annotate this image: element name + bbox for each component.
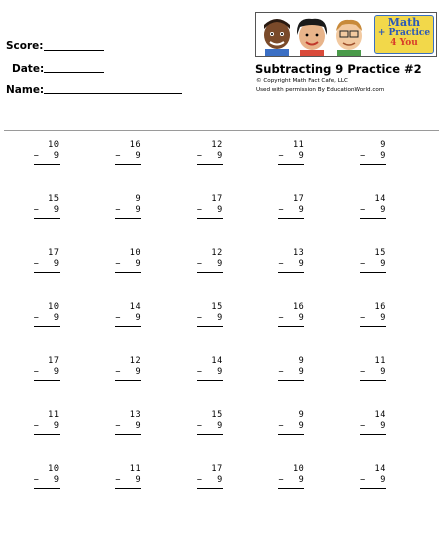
date-label: Date: <box>12 63 45 75</box>
minuend: 17 <box>48 248 60 258</box>
answer-line[interactable] <box>34 488 60 489</box>
subtrahend-row <box>197 205 223 216</box>
answer-line[interactable] <box>278 380 304 381</box>
subtrahend-row <box>34 259 60 270</box>
problem-item <box>100 194 182 230</box>
problem-stack <box>34 356 60 381</box>
answer-line[interactable] <box>197 218 223 219</box>
minus-sign: − <box>359 421 366 431</box>
problem-item <box>344 356 426 392</box>
subtrahend: 9 <box>217 259 223 269</box>
problem-stack <box>278 410 304 435</box>
minuend: 10 <box>292 464 305 474</box>
problem-grid <box>18 140 426 500</box>
minus-sign: − <box>196 421 203 431</box>
subtrahend: 9 <box>298 421 305 431</box>
problem-stack <box>197 140 223 165</box>
answer-line[interactable] <box>197 434 223 435</box>
minus-sign: − <box>359 151 366 161</box>
subtrahend-row <box>278 421 304 432</box>
minuend: 11 <box>374 356 386 366</box>
problem-item <box>344 302 426 338</box>
minuend: 10 <box>48 302 60 312</box>
subtrahend: 9 <box>135 205 142 215</box>
subtrahend-row <box>115 205 141 216</box>
answer-line[interactable] <box>278 218 304 219</box>
answer-line[interactable] <box>360 326 386 327</box>
date-field[interactable] <box>44 72 104 73</box>
answer-line[interactable] <box>34 164 60 165</box>
answer-line[interactable] <box>278 434 304 435</box>
problem-item <box>181 410 263 446</box>
logo-line-1: Math <box>387 16 421 29</box>
problem-stack <box>115 410 141 435</box>
problem-item <box>100 356 182 392</box>
problem-item <box>181 464 263 500</box>
problem-item <box>181 356 263 392</box>
subtrahend: 9 <box>135 259 142 269</box>
problem-stack <box>115 356 141 381</box>
problem-stack <box>197 302 223 327</box>
subtrahend-row <box>360 421 386 432</box>
answer-line[interactable] <box>278 326 304 327</box>
minuend: 15 <box>374 248 386 258</box>
subtrahend-row <box>115 421 141 432</box>
minuend: 16 <box>129 140 142 150</box>
subtrahend-row <box>197 151 223 162</box>
minuend: 17 <box>48 356 60 366</box>
subtrahend: 9 <box>53 259 60 269</box>
subtrahend-row <box>115 259 141 270</box>
minus-sign: − <box>33 151 40 161</box>
problem-item <box>181 140 263 176</box>
math-practice-logo <box>255 12 437 57</box>
problem-item <box>100 302 182 338</box>
subtrahend: 9 <box>217 205 223 215</box>
subtrahend-row <box>197 421 223 432</box>
minus-sign: − <box>196 475 203 485</box>
answer-line[interactable] <box>197 164 223 165</box>
problem-stack <box>115 248 141 273</box>
copyright-text: © Copyright Math Fact Cafe, LLC <box>256 78 348 84</box>
subtrahend: 9 <box>217 151 223 161</box>
subtrahend: 9 <box>380 313 386 323</box>
minuend: 11 <box>292 140 305 150</box>
minus-sign: − <box>33 421 40 431</box>
problem-stack <box>115 194 141 219</box>
minus-sign: − <box>115 475 121 485</box>
minus-sign: − <box>115 421 121 431</box>
minuend: 12 <box>211 140 223 150</box>
subtrahend: 9 <box>217 475 223 485</box>
answer-line[interactable] <box>278 488 304 489</box>
subtrahend-row <box>34 205 60 216</box>
problem-item <box>263 302 345 338</box>
minuend: 15 <box>211 302 223 312</box>
subtrahend-row <box>360 475 386 486</box>
name-label: Name: <box>6 84 45 96</box>
problem-stack <box>278 356 304 381</box>
subtrahend: 9 <box>298 367 305 377</box>
minuend: 14 <box>211 356 223 366</box>
subtrahend: 9 <box>298 259 305 269</box>
permission-text: Used with permission By EducationWorld.com <box>256 87 385 93</box>
worksheet-title: Subtracting 9 Practice #2 <box>255 62 422 76</box>
minus-sign: − <box>196 205 203 215</box>
minuend: 13 <box>292 248 305 258</box>
answer-line[interactable] <box>360 272 386 273</box>
minuend: 14 <box>129 302 142 312</box>
subtrahend: 9 <box>298 313 305 323</box>
answer-line[interactable] <box>34 218 60 219</box>
minus-sign: − <box>278 259 285 269</box>
minus-sign: − <box>33 475 40 485</box>
minus-sign: − <box>359 367 366 377</box>
name-field[interactable] <box>44 93 182 94</box>
minuend: 14 <box>374 464 386 474</box>
subtrahend-row <box>278 205 304 216</box>
subtrahend-row <box>34 151 60 162</box>
problem-stack <box>34 302 60 327</box>
subtrahend: 9 <box>298 475 305 485</box>
subtrahend-row <box>115 367 141 378</box>
minus-sign: − <box>278 205 285 215</box>
problem-item <box>263 356 345 392</box>
subtrahend: 9 <box>135 421 142 431</box>
problem-item <box>181 302 263 338</box>
problem-item <box>263 248 345 284</box>
minuend: 9 <box>298 410 305 420</box>
answer-line[interactable] <box>115 164 141 165</box>
answer-line[interactable] <box>360 380 386 381</box>
minuend: 16 <box>292 302 305 312</box>
minuend: 17 <box>211 464 223 474</box>
minuend: 9 <box>380 140 386 150</box>
problem-item <box>18 356 100 392</box>
problem-item <box>100 464 182 500</box>
subtrahend-row <box>197 367 223 378</box>
problem-stack <box>34 194 60 219</box>
problem-item <box>263 464 345 500</box>
minuend: 11 <box>129 464 142 474</box>
problem-item <box>344 248 426 284</box>
subtrahend-row <box>115 313 141 324</box>
subtrahend: 9 <box>380 259 386 269</box>
problem-stack <box>360 194 386 219</box>
problem-stack <box>278 464 304 489</box>
logo-badge <box>374 15 434 54</box>
minuend: 17 <box>211 194 223 204</box>
minus-sign: − <box>278 313 285 323</box>
minus-sign: − <box>278 421 285 431</box>
minus-sign: − <box>33 367 40 377</box>
problem-stack <box>278 248 304 273</box>
subtrahend: 9 <box>217 313 223 323</box>
subtrahend: 9 <box>53 421 60 431</box>
minus-sign: − <box>359 313 366 323</box>
problem-stack <box>278 302 304 327</box>
problem-stack <box>34 410 60 435</box>
subtrahend-row <box>360 313 386 324</box>
problem-stack <box>197 248 223 273</box>
subtrahend: 9 <box>380 367 386 377</box>
subtrahend-row <box>34 313 60 324</box>
problem-item <box>344 194 426 230</box>
answer-line[interactable] <box>197 272 223 273</box>
subtrahend: 9 <box>217 367 223 377</box>
minus-sign: − <box>359 205 366 215</box>
subtrahend: 9 <box>53 475 60 485</box>
header-divider <box>4 130 439 131</box>
problem-stack <box>34 464 60 489</box>
problem-item <box>100 410 182 446</box>
answer-line[interactable] <box>360 218 386 219</box>
problem-item <box>18 302 100 338</box>
logo-line-2: + Practice <box>377 28 431 38</box>
subtrahend: 9 <box>53 205 60 215</box>
subtrahend: 9 <box>298 151 305 161</box>
answer-line[interactable] <box>360 434 386 435</box>
minuend: 9 <box>298 356 305 366</box>
problem-stack <box>360 248 386 273</box>
problem-item <box>18 194 100 230</box>
subtrahend-row <box>278 151 304 162</box>
subtrahend: 9 <box>53 367 60 377</box>
problem-stack <box>197 410 223 435</box>
subtrahend: 9 <box>380 151 386 161</box>
minuend: 15 <box>48 194 60 204</box>
problem-item <box>181 248 263 284</box>
problem-stack <box>197 464 223 489</box>
problem-stack <box>34 248 60 273</box>
subtrahend: 9 <box>135 313 142 323</box>
minus-sign: − <box>115 205 121 215</box>
minuend: 13 <box>129 410 142 420</box>
minus-sign: − <box>359 259 366 269</box>
problem-item <box>18 248 100 284</box>
answer-line[interactable] <box>115 488 141 489</box>
subtrahend: 9 <box>135 151 142 161</box>
subtrahend-row <box>360 367 386 378</box>
minus-sign: − <box>33 205 40 215</box>
score-label: Score: <box>6 40 44 52</box>
answer-line[interactable] <box>197 326 223 327</box>
subtrahend-row <box>278 475 304 486</box>
minuend: 17 <box>292 194 305 204</box>
minus-sign: − <box>196 367 203 377</box>
subtrahend-row <box>34 367 60 378</box>
problem-item <box>18 410 100 446</box>
subtrahend-row <box>278 367 304 378</box>
problem-stack <box>115 302 141 327</box>
minus-sign: − <box>359 475 366 485</box>
subtrahend: 9 <box>135 367 142 377</box>
minus-sign: − <box>196 151 203 161</box>
problem-stack <box>34 140 60 165</box>
minus-sign: − <box>115 259 121 269</box>
minuend: 12 <box>129 356 142 366</box>
subtrahend-row <box>115 475 141 486</box>
subtrahend: 9 <box>53 151 60 161</box>
problem-item <box>100 140 182 176</box>
problem-item <box>181 194 263 230</box>
answer-line[interactable] <box>34 272 60 273</box>
minuend: 10 <box>129 248 142 258</box>
minus-sign: − <box>115 313 121 323</box>
subtrahend-row <box>360 205 386 216</box>
subtrahend: 9 <box>380 205 386 215</box>
subtrahend: 9 <box>135 475 142 485</box>
subtrahend: 9 <box>53 313 60 323</box>
problem-item <box>263 410 345 446</box>
subtrahend: 9 <box>217 421 223 431</box>
problem-item <box>263 194 345 230</box>
minus-sign: − <box>196 313 203 323</box>
answer-line[interactable] <box>115 434 141 435</box>
subtrahend-row <box>34 421 60 432</box>
answer-line[interactable] <box>115 272 141 273</box>
problem-item <box>18 464 100 500</box>
score-field[interactable] <box>44 50 104 51</box>
subtrahend-row <box>278 313 304 324</box>
subtrahend: 9 <box>380 475 386 485</box>
kids-illustration-icon <box>256 13 374 56</box>
problem-item <box>100 248 182 284</box>
minuend: 14 <box>374 194 386 204</box>
problem-stack <box>115 140 141 165</box>
minuend: 12 <box>211 248 223 258</box>
answer-line[interactable] <box>34 434 60 435</box>
problem-item <box>263 140 345 176</box>
subtrahend-row <box>278 259 304 270</box>
minus-sign: − <box>115 367 121 377</box>
subtrahend-row <box>197 475 223 486</box>
problem-stack <box>360 140 386 165</box>
problem-stack <box>115 464 141 489</box>
minus-sign: − <box>33 313 40 323</box>
minus-sign: − <box>196 259 203 269</box>
problem-stack <box>360 464 386 489</box>
subtrahend-row <box>34 475 60 486</box>
answer-line[interactable] <box>34 380 60 381</box>
minuend: 14 <box>374 410 386 420</box>
problem-item <box>344 464 426 500</box>
logo-line-3: 4 You <box>390 38 418 48</box>
subtrahend-row <box>115 151 141 162</box>
minus-sign: − <box>278 475 285 485</box>
problem-item <box>344 410 426 446</box>
subtrahend-row <box>197 313 223 324</box>
answer-line[interactable] <box>115 218 141 219</box>
answer-line[interactable] <box>278 164 304 165</box>
subtrahend-row <box>197 259 223 270</box>
problem-stack <box>360 410 386 435</box>
subtrahend-row <box>360 259 386 270</box>
minuend: 10 <box>48 140 60 150</box>
minuend: 10 <box>48 464 60 474</box>
answer-line[interactable] <box>115 326 141 327</box>
minus-sign: − <box>115 151 121 161</box>
problem-stack <box>197 356 223 381</box>
problem-item <box>344 140 426 176</box>
minuend: 16 <box>374 302 386 312</box>
problem-stack <box>360 356 386 381</box>
problem-stack <box>278 140 304 165</box>
problem-stack <box>278 194 304 219</box>
answer-line[interactable] <box>197 488 223 489</box>
answer-line[interactable] <box>360 164 386 165</box>
minus-sign: − <box>278 367 285 377</box>
answer-line[interactable] <box>115 380 141 381</box>
answer-line[interactable] <box>197 380 223 381</box>
answer-line[interactable] <box>34 326 60 327</box>
minus-sign: − <box>278 151 285 161</box>
problem-stack <box>197 194 223 219</box>
subtrahend-row <box>360 151 386 162</box>
subtrahend: 9 <box>380 421 386 431</box>
subtrahend: 9 <box>298 205 305 215</box>
answer-line[interactable] <box>278 272 304 273</box>
minuend: 9 <box>135 194 142 204</box>
minuend: 11 <box>48 410 60 420</box>
problem-stack <box>360 302 386 327</box>
minuend: 15 <box>211 410 223 420</box>
minus-sign: − <box>33 259 40 269</box>
problem-item <box>18 140 100 176</box>
answer-line[interactable] <box>360 488 386 489</box>
